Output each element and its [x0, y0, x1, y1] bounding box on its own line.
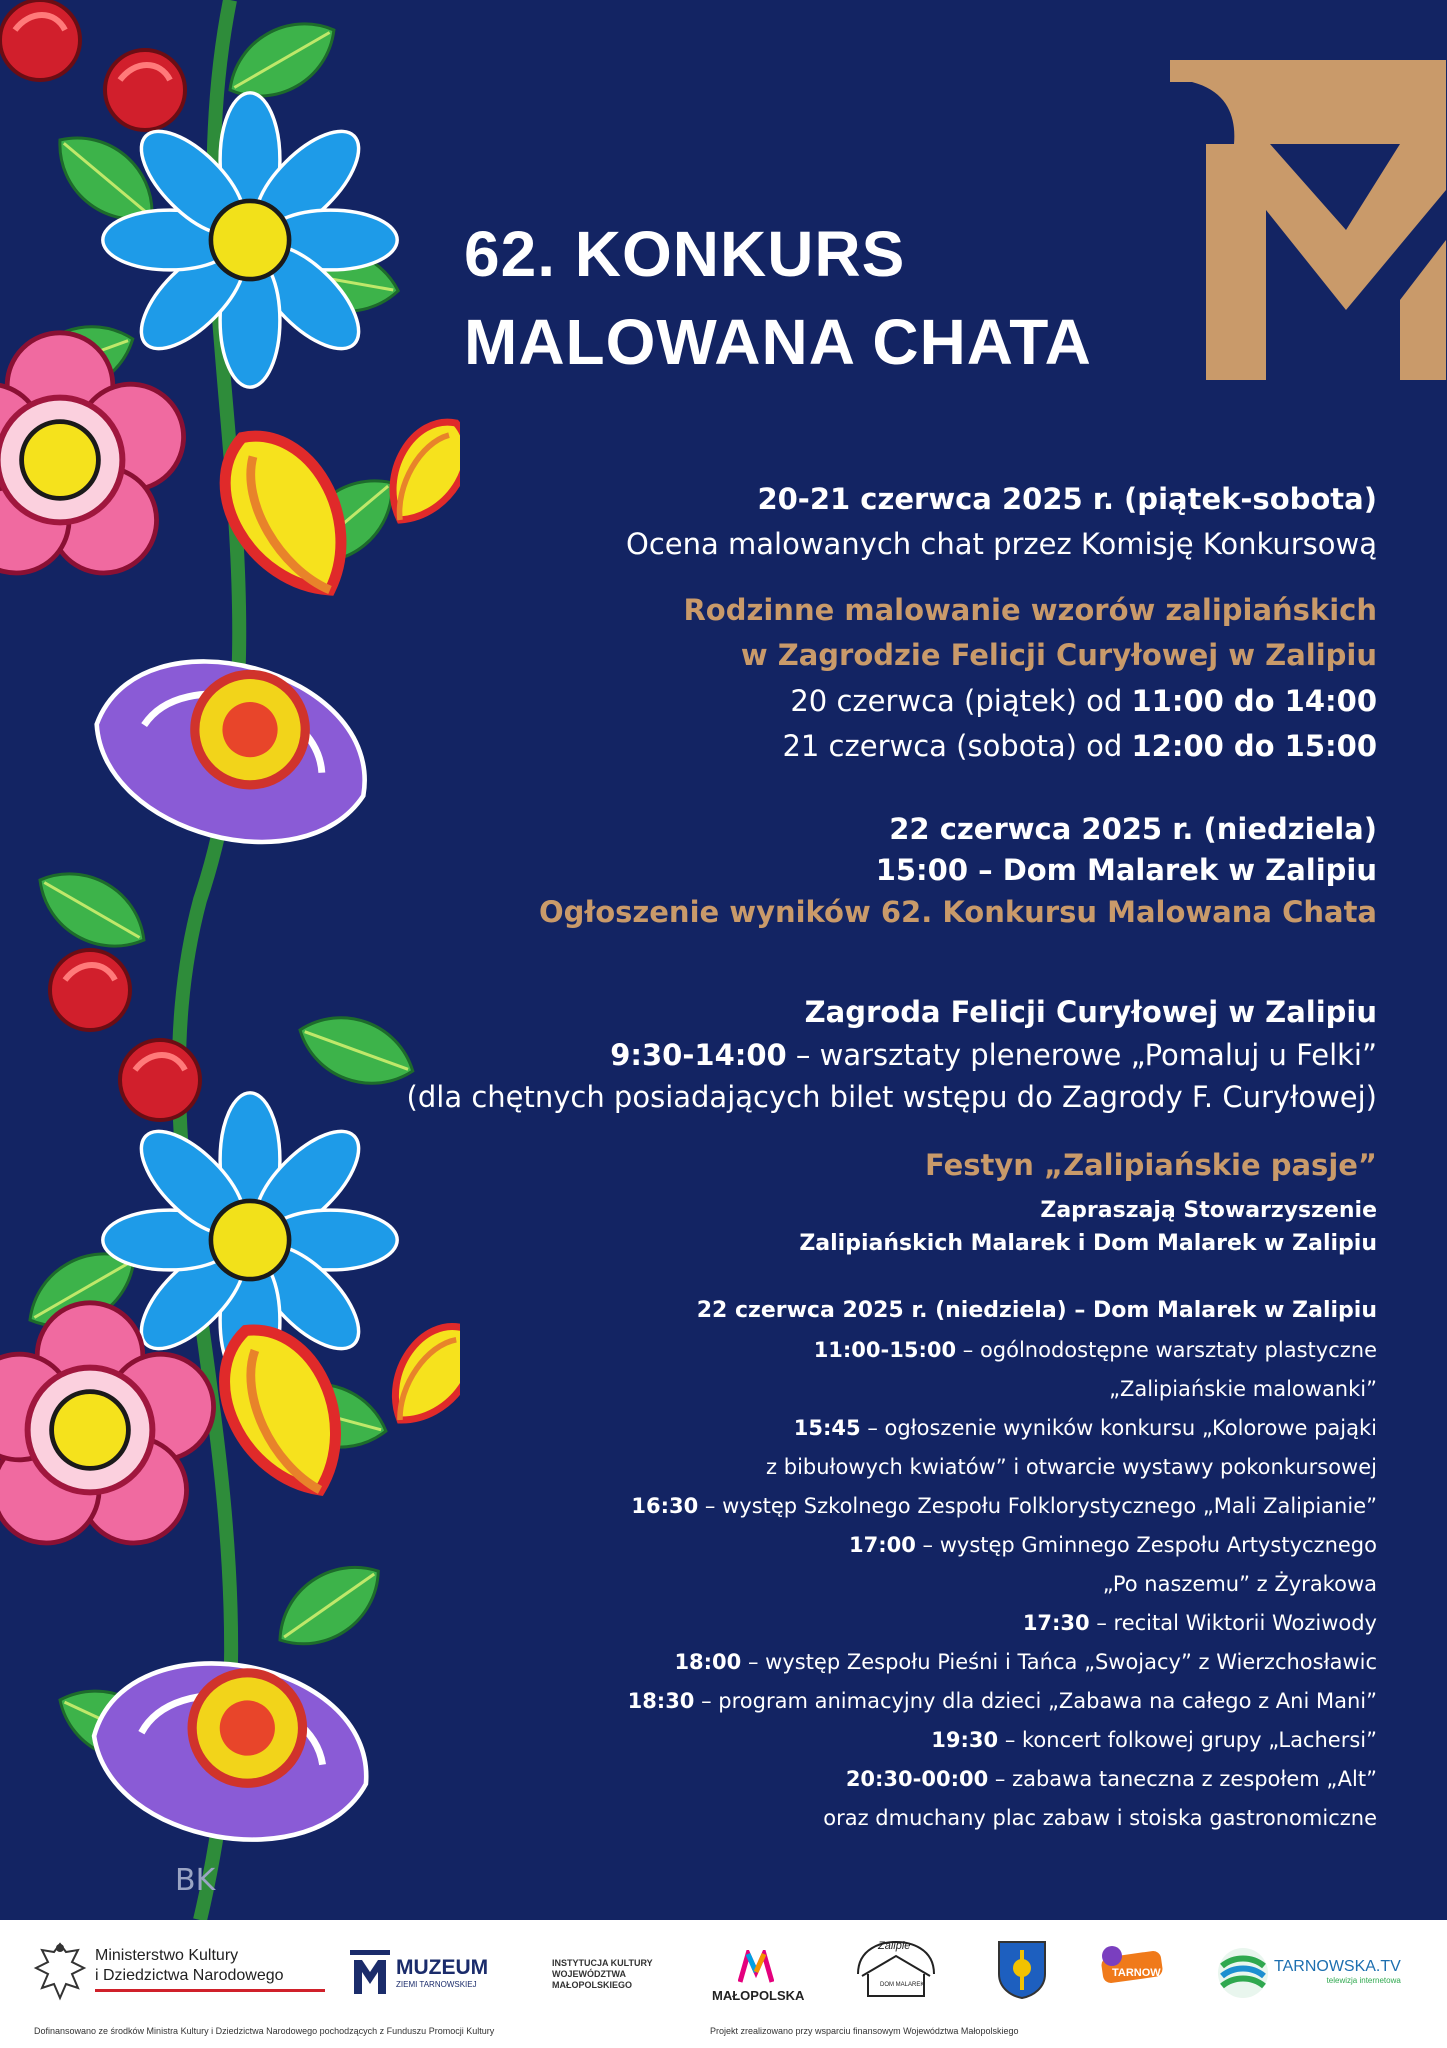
tarnowska-tv-icon — [1216, 1946, 1270, 2000]
museum-subname: ZIEMI TARNOWSKIEJ — [396, 1980, 477, 1989]
schedule-time: 17:00 — [849, 1533, 916, 1557]
schedule-line — [823, 1806, 1377, 1830]
schedule-text: – ogólnodostępne warsztaty plastyczne — [956, 1338, 1377, 1362]
footer-sponsors — [0, 1920, 1447, 2048]
schedule-text: „Zalipiańskie malowanki” — [1109, 1377, 1377, 1401]
schedule-line — [1023, 1611, 1377, 1635]
schedule-text: – program animacyjny dla dzieci „Zabawa na całego z Ani Mani” — [694, 1689, 1377, 1713]
schedule-line — [1109, 1377, 1377, 1401]
schedule-text: – recital Wiktorii Woziwody — [1089, 1611, 1377, 1635]
festyn-invite-1: Zapraszają Stowarzyszenie — [1040, 1198, 1377, 1223]
day2-time: 12:00 do 15:00 — [1131, 729, 1377, 763]
page-title-line-1: 62. KONKURS — [464, 218, 906, 290]
schedule-line — [814, 1338, 1377, 1362]
museum-name: MUZEUM — [396, 1956, 489, 1979]
institution-logo — [552, 1958, 653, 1991]
workshop-time: 9:30-14:00 — [610, 1038, 787, 1072]
schedule-text: „Po naszemu” z Żyrakowa — [1102, 1572, 1377, 1596]
section1-date: 20-21 czerwca 2025 r. (piątek-sobota) — [757, 482, 1377, 516]
day2-text: 21 czerwca (sobota) od — [782, 729, 1132, 763]
festyn-title: Festyn „Zalipiańskie pasje” — [924, 1148, 1377, 1182]
schedule-line — [674, 1650, 1377, 1674]
section2-date: 22 czerwca 2025 r. (niedziela) — [889, 812, 1377, 846]
malopolska-icon — [738, 1950, 774, 1984]
schedule-text: – występ Szkolnego Zespołu Folklorystycznego „Mali Zalipianie” — [698, 1494, 1377, 1518]
floral-decoration — [0, 0, 460, 1920]
section1-desc: Ocena malowanych chat przez Komisję Konkursową — [626, 527, 1377, 561]
schedule-text: oraz dmuchany plac zabaw i stoiska gastronomiczne — [823, 1806, 1377, 1830]
section2-time-place: 15:00 – Dom Malarek w Zalipiu — [875, 853, 1377, 887]
tarnow-logo-text: TARNOW — [1112, 1967, 1161, 1979]
institution-line-3: MAŁOPOLSKIEGO — [552, 1980, 633, 1990]
polish-eagle-icon — [30, 1938, 90, 2006]
museum-footer-logo — [396, 1956, 488, 1989]
schedule-time: 18:00 — [674, 1650, 742, 1674]
tarnowska-tv-logo — [1274, 1958, 1401, 1985]
zalipie-logo-text: Zalipie — [878, 1940, 911, 1952]
museum-m-icon — [350, 1950, 390, 1994]
schedule-time: 16:30 — [631, 1494, 699, 1518]
coat-of-arms-icon — [997, 1940, 1047, 2000]
tarnowska-tv-name: TARNOWSKA.TV — [1274, 1958, 1401, 1975]
schedule-time: 11:00-15:00 — [813, 1338, 957, 1362]
workshop-activity: – warsztaty plenerowe „Pomaluj u Felki” — [786, 1038, 1377, 1072]
family-painting-day1 — [790, 684, 1377, 718]
schedule-text: – ogłoszenie wyników konkursu „Kolorowe pająki — [860, 1416, 1377, 1440]
day1-text: 20 czerwca (piątek) od — [790, 684, 1132, 718]
schedule-line — [766, 1455, 1377, 1479]
ministry-line-1: Ministerstwo Kultury — [95, 1947, 239, 1964]
artist-initials: BK — [175, 1863, 216, 1898]
family-painting-day2 — [782, 729, 1377, 763]
schedule-text: – zabawa taneczna z zespołem „Alt” — [988, 1767, 1377, 1791]
schedule-line — [631, 1494, 1377, 1518]
schedule-time: 18:30 — [627, 1689, 695, 1713]
family-painting-title-1: Rodzinne malowanie wzorów zalipiańskich — [683, 593, 1377, 627]
schedule-text: – koncert folkowej grupy „Lachersi” — [998, 1728, 1377, 1752]
section3-place: Zagroda Felicji Curyłowej w Zalipiu — [804, 995, 1377, 1029]
schedule-time: 17:30 — [1022, 1611, 1090, 1635]
ministry-red-line — [95, 1989, 325, 1992]
schedule-line — [1103, 1572, 1377, 1596]
schedule-line — [794, 1416, 1377, 1440]
schedule-line — [628, 1689, 1377, 1713]
section2-announcement: Ogłoszenie wyników 62. Konkursu Malowana Chata — [539, 895, 1377, 929]
page-title-line-2: MALOWANA CHATA — [464, 306, 1092, 378]
festyn-date-place: 22 czerwca 2025 r. (niedziela) – Dom Malarek w Zalipiu — [696, 1298, 1377, 1323]
schedule-time: 15:45 — [793, 1416, 861, 1440]
festyn-invite-2: Zalipiańskich Malarek i Dom Malarek w Zalipiu — [799, 1231, 1377, 1256]
malopolska-logo: MAŁOPOLSKA — [712, 1988, 805, 2003]
tarnowska-tv-sub: telewizja internetowa — [1326, 1976, 1401, 1985]
dom-malarek-logo-text: DOM MALAREK — [880, 1982, 925, 1988]
schedule-text: z bibułowych kwiatów” i otwarcie wystawy pokonkursowej — [766, 1455, 1377, 1479]
ministry-funding-note: Dofinansowano ze środków Ministra Kultury i Dziedzictwa Narodowego pochodzących z Funduszu Promocji Kultury — [34, 2026, 495, 2036]
institution-line-2: WOJEWÓDZTWA — [552, 1969, 626, 1979]
family-painting-title-2: w Zagrodzie Felicji Curyłowej w Zalipiu — [740, 638, 1377, 672]
section3-note: (dla chętnych posiadających bilet wstępu do Zagrody F. Curyłowej) — [406, 1080, 1377, 1114]
schedule-line — [846, 1767, 1377, 1791]
schedule-text: – występ Gminnego Zespołu Artystycznego — [915, 1533, 1377, 1557]
schedule-time: 20:30-00:00 — [845, 1767, 989, 1791]
schedule-line — [931, 1728, 1377, 1752]
section3-workshop — [610, 1038, 1377, 1072]
tarnow-logo-icon — [1096, 1940, 1168, 2000]
region-funding-note: Projekt zrealizowano przy wsparciu finansowym Województwa Małopolskiego — [710, 2026, 1019, 2036]
museum-logo-icon — [1170, 60, 1446, 380]
ministry-line-2: i Dziedzictwa Narodowego — [95, 1967, 284, 1984]
day1-time: 11:00 do 14:00 — [1131, 684, 1377, 718]
schedule-text: – występ Zespołu Pieśni i Tańca „Swojacy” z Wierzchosławic — [741, 1650, 1377, 1674]
ministry-logo — [95, 1946, 325, 1992]
schedule-time: 19:30 — [931, 1728, 999, 1752]
institution-line-1: INSTYTUCJA KULTURY — [552, 1958, 653, 1968]
schedule-line — [849, 1533, 1377, 1557]
